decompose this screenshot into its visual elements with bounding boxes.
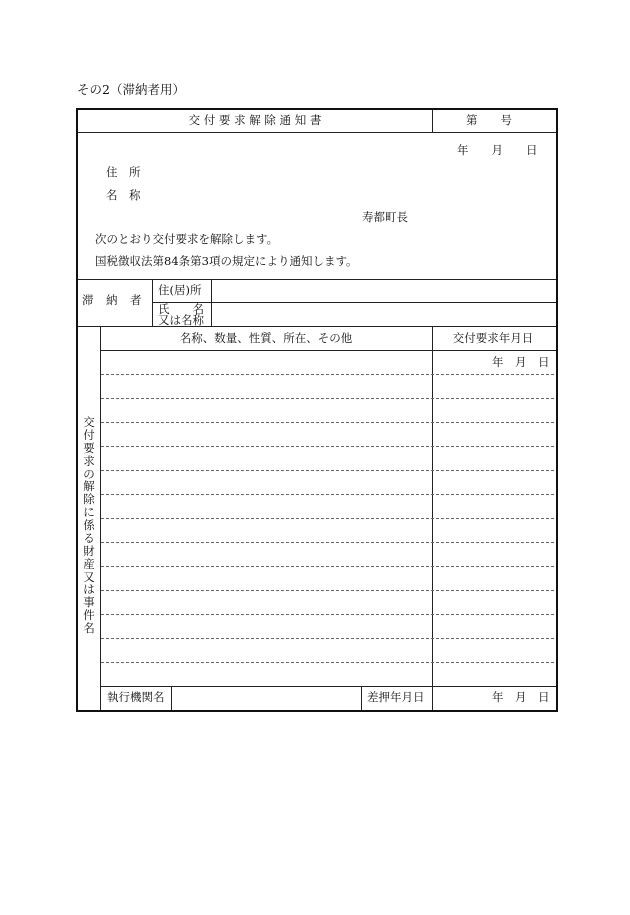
header-bottom-line <box>78 132 556 133</box>
property-row-line <box>101 518 554 519</box>
property-column-header: 名称、数量、性質、所在、その他 <box>179 331 353 345</box>
request-date-column-header: 交付要求年月日 <box>452 331 534 345</box>
delinquent-bottom-line <box>78 326 556 327</box>
delinquent-name-label-1: 氏 名 <box>158 302 204 316</box>
form-title: 交 付 要 求 解 除 通 知 書 <box>188 113 322 127</box>
property-row-line <box>101 590 554 591</box>
property-row-line <box>101 566 554 567</box>
seizure-date-value: 年 月 日 <box>492 690 550 704</box>
delinquent-name-label-2: 又は名称 <box>158 313 204 327</box>
property-row-line <box>101 614 554 615</box>
enforcement-label-divider <box>171 686 172 710</box>
property-row-line <box>101 374 554 375</box>
issuer-name: 寿都町長 <box>362 210 408 224</box>
notice-number: 第 号 <box>466 113 512 127</box>
property-row-line <box>101 494 554 495</box>
seizure-label-divider <box>361 686 362 710</box>
delinquent-top-line <box>78 279 556 280</box>
first-row-request-date: 年 月 日 <box>492 355 550 369</box>
property-row-line <box>101 542 554 543</box>
property-row-line <box>101 470 554 471</box>
delinquent-label: 滞 納 者 <box>82 293 142 307</box>
property-side-label: 交付要求の解除に係る財産又は事件名 <box>83 415 95 635</box>
property-row-line <box>101 662 554 663</box>
property-row-line <box>101 422 554 423</box>
form-frame <box>76 108 558 712</box>
enforcement-agency-label: 執行機関名 <box>107 690 165 704</box>
notice-date: 年 月 日 <box>457 143 538 157</box>
seizure-date-label: 差押年月日 <box>367 690 425 704</box>
notice-text-line1: 次のとおり交付要求を解除します。 <box>95 232 279 246</box>
property-row-line <box>101 398 554 399</box>
bottom-row-top-line <box>100 686 556 687</box>
property-header-bottom-line <box>100 350 556 351</box>
notice-text-line2: 国税徴収法第84条第3項の規定により通知します。 <box>95 254 358 268</box>
recipient-name-label: 名 称 <box>106 188 141 202</box>
header-divider <box>432 110 433 132</box>
delinquent-address-label: 住(居)所 <box>158 283 202 297</box>
delinquent-mid-line <box>152 302 556 303</box>
recipient-address-label: 住 所 <box>106 165 141 179</box>
property-row-line <box>101 638 554 639</box>
form-caption: その2（滞納者用） <box>77 82 185 97</box>
property-row-line <box>101 446 554 447</box>
